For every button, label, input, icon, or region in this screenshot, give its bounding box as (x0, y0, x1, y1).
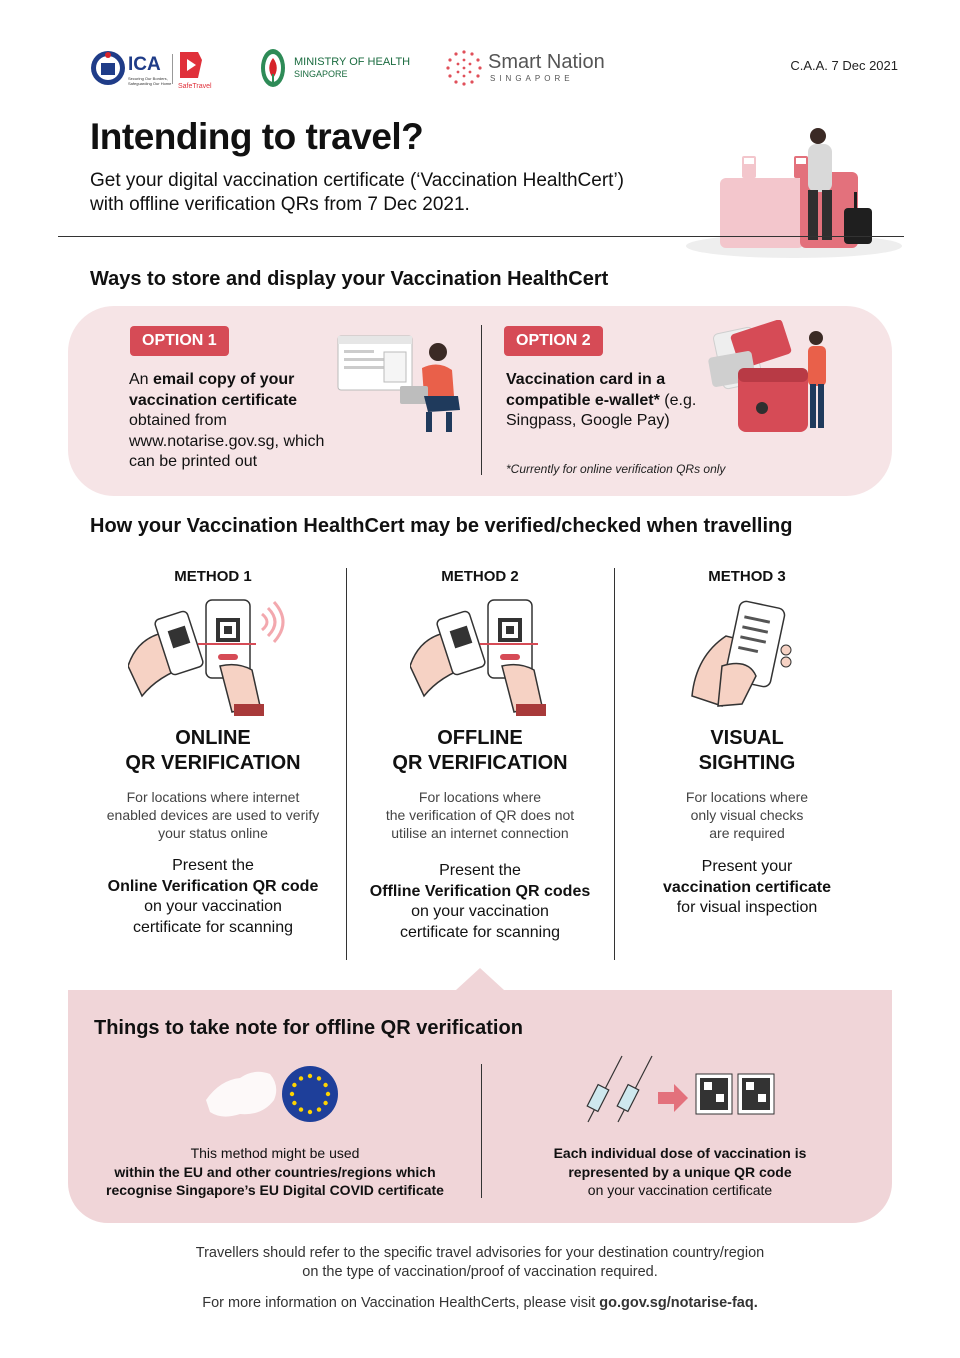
method-3-title-line-1: VISUAL (710, 727, 784, 749)
dose-note-line-1: Each individual dose of vaccination is (553, 1145, 807, 1161)
method-3-desc-line-3: are required (709, 825, 785, 841)
method-3-present-line-1: Present your (701, 858, 793, 875)
subtitle-line-1: Get your digital vaccination certificate (‘Vaccination HealthCert’) (90, 170, 624, 191)
online-scan-illustration (88, 596, 338, 716)
eu-note-line-1: This method might be used (190, 1145, 360, 1161)
option-1-description (129, 370, 349, 473)
option-1-pre: An (129, 371, 154, 388)
page-subtitle (90, 169, 710, 217)
method-1-present-line-4: certificate for scanning (132, 918, 294, 936)
option-2-post: (e.g. Singpass, Google Pay) (506, 391, 697, 429)
smart-nation-text: Smart Nation (488, 51, 605, 73)
method-2-title (355, 726, 605, 776)
subtitle-line-2: with offline verification QRs from 7 Dec 2021. (90, 194, 470, 215)
option-2-bold: Vaccination card in a compatible e-wallet* (506, 371, 666, 409)
method-3-title-line-2: SIGHTING (698, 752, 796, 774)
method-3-present-line-2: vaccination certificate (662, 878, 832, 896)
method-2-present-line-2: Offline Verification QR codes (369, 882, 591, 900)
advisory-line-1: Travellers should refer to the specific travel advisories for your destination country/region (195, 1245, 765, 1261)
moh-country: SINGAPORE (294, 69, 348, 79)
method-1-desc-line-2: enabled devices are used to verify (106, 807, 320, 823)
smart-nation-logo (444, 44, 624, 92)
faq-link[interactable]: go.gov.sg/notarise-faq. (599, 1295, 758, 1311)
svg-text:Safeguarding Our Home: Safeguarding Our Home (128, 81, 172, 86)
traveller-gate-illustration (684, 122, 910, 258)
method-1-instruction (88, 856, 338, 938)
option-1-badge: OPTION 1 (130, 326, 229, 356)
method-2-desc-line-1: For locations where (418, 789, 542, 805)
option-1-bold: email copy of your vaccination certificate (129, 371, 298, 409)
method-2-present-line-3: on your vaccination (411, 903, 549, 920)
method-3-instruction (622, 857, 872, 919)
method-2-title-line-2: QR VERIFICATION (392, 752, 568, 774)
email-certificate-illustration (334, 330, 468, 436)
method-1-title-line-1: ONLINE (175, 727, 251, 749)
method-3-heading: METHOD 3 (708, 568, 786, 585)
method-1-title (88, 726, 338, 776)
method-1-present-line-1: Present the (172, 857, 254, 874)
dose-note-line-3: on your vaccination certificate (587, 1182, 773, 1198)
method-2-instruction (355, 861, 605, 943)
page-title: Intending to travel? (90, 116, 424, 157)
option-2-badge: OPTION 2 (504, 326, 603, 356)
option-1-post: obtained from www.notarise.gov.sg, which can be printed out (129, 412, 325, 470)
method-2-desc-line-3: utilise an internet connection (391, 825, 569, 841)
smart-nation-country: SINGAPORE (490, 74, 574, 83)
visual-check-illustration (622, 596, 872, 716)
method-3-description (622, 788, 872, 842)
method-divider-1 (346, 568, 347, 960)
method-3-desc-line-1: For locations where (685, 789, 809, 805)
method-2-desc-line-2: the verification of QR does not (385, 807, 575, 823)
advisory-line-2: on the type of vaccination/proof of vaccination required. (302, 1264, 658, 1280)
ica-text: ICA (128, 54, 161, 75)
safetravel-text: SafeTravel (178, 83, 212, 90)
ica-logo (88, 44, 228, 92)
options-divider (481, 325, 482, 475)
dose-note-line-2: represented by a unique QR code (568, 1163, 792, 1180)
method-3-desc-line-2: only visual checks (690, 807, 804, 823)
method-1-description (88, 788, 338, 842)
offline-notes-title: Things to take note for offline QR verification (94, 1017, 523, 1039)
option-2-footnote: *Currently for online verification QRs only (506, 462, 726, 476)
notes-divider (481, 1064, 482, 1198)
option-2-description (506, 370, 706, 432)
method-2-description (355, 788, 605, 842)
eu-map-flag-illustration (200, 1060, 350, 1130)
method-1-desc-line-3: your status online (158, 825, 268, 841)
issue-date: C.A.A. 7 Dec 2021 (790, 58, 898, 73)
method-2-title-line-1: OFFLINE (437, 727, 523, 749)
method-1-heading: METHOD 1 (174, 568, 252, 585)
moh-name: MINISTRY OF HEALTH (294, 56, 411, 68)
e-wallet-illustration (704, 320, 840, 438)
travel-advisory-note (130, 1244, 830, 1282)
eu-note (90, 1144, 460, 1200)
offline-scan-illustration (355, 596, 605, 716)
eu-note-line-2: within the EU and other countries/regions which (114, 1163, 436, 1180)
method-2-present-line-4: certificate for scanning (399, 923, 561, 941)
method-1-desc-line-1: For locations where internet (126, 789, 300, 805)
method-2-heading: METHOD 2 (441, 568, 519, 585)
verification-section-title: How your Vaccination HealthCert may be verified/checked when travelling (90, 515, 793, 537)
notes-panel-pointer (456, 968, 504, 990)
more-info-note (130, 1295, 830, 1311)
method-divider-2 (614, 568, 615, 960)
more-info-text: For more information on Vaccination HealthCerts, please visit (202, 1295, 600, 1311)
svg-text:Securing Our Borders,: Securing Our Borders, (128, 76, 168, 81)
method-3-present-line-3: for visual inspection (676, 899, 818, 916)
method-1-present-line-3: on your vaccination (144, 898, 282, 915)
method-3-title (622, 726, 872, 776)
method-2-present-line-1: Present the (439, 862, 521, 879)
eu-note-line-3: recognise Singapore’s EU Digital COVID certificate (106, 1182, 444, 1198)
moh-logo (258, 44, 428, 92)
method-1-title-line-2: QR VERIFICATION (125, 752, 301, 774)
storage-section-title: Ways to store and display your Vaccination HealthCert (90, 268, 609, 290)
method-1-present-line-2: Online Verification QR code (107, 877, 319, 895)
dose-qr-note (510, 1144, 850, 1200)
vaccine-to-qr-illustration (578, 1050, 788, 1130)
header-divider (58, 236, 904, 237)
